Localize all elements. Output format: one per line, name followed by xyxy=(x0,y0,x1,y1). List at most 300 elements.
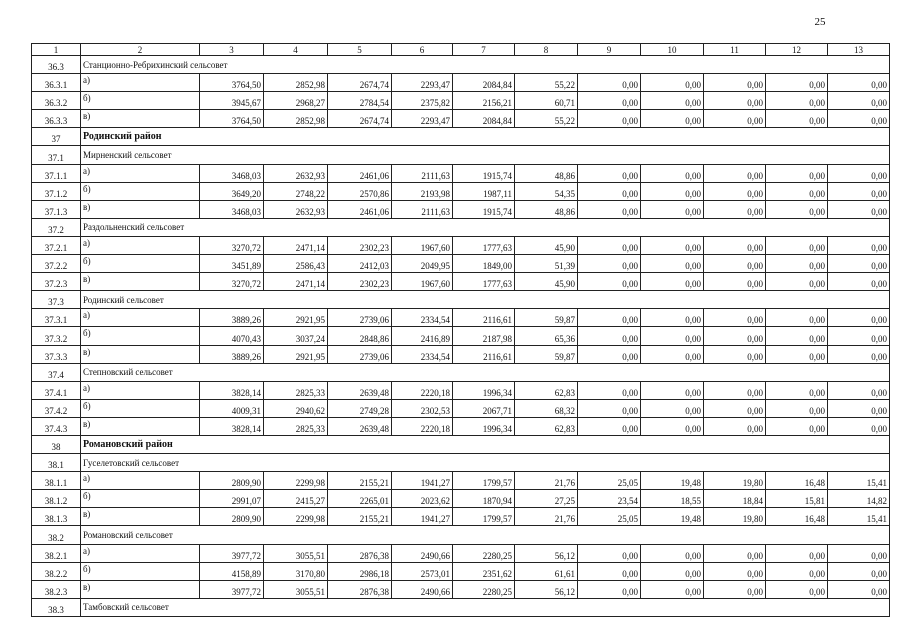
value-cell: 48,86 xyxy=(515,200,578,218)
table-row xyxy=(32,399,890,417)
value-cell: 2299,98 xyxy=(264,508,328,526)
value-cell: 0,00 xyxy=(641,345,704,363)
value-cell: 15,41 xyxy=(828,472,890,490)
row-variant: а) xyxy=(81,381,200,399)
value-cell: 0,00 xyxy=(766,164,828,182)
table-row xyxy=(32,92,890,110)
value-cell: 2986,18 xyxy=(328,562,392,580)
value-cell: 3977,72 xyxy=(200,580,264,598)
row-code: 38.2.1 xyxy=(32,544,81,562)
row-variant: в) xyxy=(81,417,200,435)
value-cell: 2632,93 xyxy=(264,164,328,182)
value-cell: 0,00 xyxy=(641,200,704,218)
value-cell: 0,00 xyxy=(704,236,766,254)
value-cell: 4158,89 xyxy=(200,562,264,580)
value-cell: 0,00 xyxy=(578,200,641,218)
value-cell: 21,76 xyxy=(515,508,578,526)
row-code: 38.1.1 xyxy=(32,472,81,490)
value-cell: 0,00 xyxy=(641,562,704,580)
value-cell: 0,00 xyxy=(704,562,766,580)
value-cell: 18,84 xyxy=(704,490,766,508)
page-number: 25 xyxy=(814,16,826,28)
value-cell: 2334,54 xyxy=(392,345,453,363)
table-row xyxy=(32,472,890,490)
value-cell: 3764,50 xyxy=(200,74,264,92)
value-cell: 2991,07 xyxy=(200,490,264,508)
row-code: 37.3.1 xyxy=(32,309,81,327)
district-row xyxy=(32,128,890,146)
value-cell: 2739,06 xyxy=(328,309,392,327)
value-cell: 1799,57 xyxy=(453,508,515,526)
section-name: Тамбовский сельсовет xyxy=(81,598,890,616)
value-cell: 2632,93 xyxy=(264,200,328,218)
row-variant: в) xyxy=(81,110,200,128)
value-cell: 2084,84 xyxy=(453,74,515,92)
value-cell: 2809,90 xyxy=(200,508,264,526)
value-cell: 2586,43 xyxy=(264,255,328,273)
value-cell: 0,00 xyxy=(828,562,890,580)
row-code: 37.4.3 xyxy=(32,417,81,435)
district-name: Романовский район xyxy=(81,435,890,453)
table-row xyxy=(32,490,890,508)
row-variant: а) xyxy=(81,544,200,562)
value-cell: 0,00 xyxy=(766,110,828,128)
value-cell: 23,54 xyxy=(578,490,641,508)
value-cell: 2049,95 xyxy=(392,255,453,273)
section-name: Родинский сельсовет xyxy=(81,291,890,309)
value-cell: 2461,06 xyxy=(328,200,392,218)
value-cell: 0,00 xyxy=(766,273,828,291)
value-cell: 2116,61 xyxy=(453,345,515,363)
value-cell: 0,00 xyxy=(704,381,766,399)
row-variant: в) xyxy=(81,273,200,291)
row-code: 37.2.3 xyxy=(32,273,81,291)
value-cell: 0,00 xyxy=(766,562,828,580)
value-cell: 2848,86 xyxy=(328,327,392,345)
value-cell: 0,00 xyxy=(641,74,704,92)
value-cell: 45,90 xyxy=(515,273,578,291)
value-cell: 3764,50 xyxy=(200,110,264,128)
district-row xyxy=(32,435,890,453)
value-cell: 0,00 xyxy=(641,92,704,110)
value-cell: 48,86 xyxy=(515,164,578,182)
value-cell: 2220,18 xyxy=(392,381,453,399)
value-cell: 2490,66 xyxy=(392,544,453,562)
value-cell: 0,00 xyxy=(578,110,641,128)
row-code: 37.1.3 xyxy=(32,200,81,218)
value-cell: 0,00 xyxy=(704,580,766,598)
value-cell: 2490,66 xyxy=(392,580,453,598)
value-cell: 2111,63 xyxy=(392,200,453,218)
section-row xyxy=(32,218,890,236)
value-cell: 2156,21 xyxy=(453,92,515,110)
value-cell: 15,41 xyxy=(828,508,890,526)
value-cell: 0,00 xyxy=(704,273,766,291)
row-code: 37.2.1 xyxy=(32,236,81,254)
section-row xyxy=(32,291,890,309)
value-cell: 59,87 xyxy=(515,345,578,363)
row-code: 38 xyxy=(32,435,81,453)
column-header: 11 xyxy=(704,44,766,56)
column-header: 4 xyxy=(264,44,328,56)
value-cell: 0,00 xyxy=(704,164,766,182)
table-row xyxy=(32,580,890,598)
column-header: 10 xyxy=(641,44,704,56)
row-code: 37.1.1 xyxy=(32,164,81,182)
value-cell: 3170,80 xyxy=(264,562,328,580)
value-cell: 0,00 xyxy=(578,273,641,291)
value-cell: 45,90 xyxy=(515,236,578,254)
row-code: 37.2.2 xyxy=(32,255,81,273)
value-cell: 0,00 xyxy=(766,200,828,218)
row-code: 38.2.3 xyxy=(32,580,81,598)
value-cell: 0,00 xyxy=(766,74,828,92)
value-cell: 2302,23 xyxy=(328,273,392,291)
table-row xyxy=(32,417,890,435)
row-code: 37.4 xyxy=(32,363,81,381)
row-code: 36.3.1 xyxy=(32,74,81,92)
row-code: 38.2 xyxy=(32,526,81,544)
value-cell: 0,00 xyxy=(641,255,704,273)
value-cell: 3945,67 xyxy=(200,92,264,110)
value-cell: 18,55 xyxy=(641,490,704,508)
row-code: 37.1.2 xyxy=(32,182,81,200)
value-cell: 2674,74 xyxy=(328,74,392,92)
value-cell: 0,00 xyxy=(828,327,890,345)
value-cell: 2809,90 xyxy=(200,472,264,490)
column-header: 1 xyxy=(32,44,81,56)
value-cell: 0,00 xyxy=(828,381,890,399)
table-row xyxy=(32,562,890,580)
row-code: 37.3.3 xyxy=(32,345,81,363)
value-cell: 15,81 xyxy=(766,490,828,508)
value-cell: 2187,98 xyxy=(453,327,515,345)
column-header: 13 xyxy=(828,44,890,56)
value-cell: 0,00 xyxy=(766,92,828,110)
value-cell: 19,80 xyxy=(704,508,766,526)
value-cell: 2116,61 xyxy=(453,309,515,327)
section-name: Раздольненский сельсовет xyxy=(81,218,890,236)
district-name: Родинский район xyxy=(81,128,890,146)
table-row xyxy=(32,236,890,254)
section-row xyxy=(32,363,890,381)
value-cell: 2220,18 xyxy=(392,417,453,435)
value-cell: 0,00 xyxy=(828,92,890,110)
value-cell: 2639,48 xyxy=(328,381,392,399)
value-cell: 0,00 xyxy=(766,345,828,363)
value-cell: 3055,51 xyxy=(264,544,328,562)
value-cell: 0,00 xyxy=(828,200,890,218)
value-cell: 0,00 xyxy=(766,399,828,417)
value-cell: 2415,27 xyxy=(264,490,328,508)
value-cell: 4009,31 xyxy=(200,399,264,417)
value-cell: 3649,20 xyxy=(200,182,264,200)
value-cell: 0,00 xyxy=(704,399,766,417)
row-variant: б) xyxy=(81,399,200,417)
value-cell: 2876,38 xyxy=(328,544,392,562)
value-cell: 0,00 xyxy=(828,110,890,128)
row-variant: б) xyxy=(81,182,200,200)
row-variant: б) xyxy=(81,327,200,345)
value-cell: 3055,51 xyxy=(264,580,328,598)
value-cell: 2749,28 xyxy=(328,399,392,417)
value-cell: 2412,03 xyxy=(328,255,392,273)
value-cell: 0,00 xyxy=(704,417,766,435)
row-variant: в) xyxy=(81,508,200,526)
header-row xyxy=(32,44,890,56)
row-code: 37 xyxy=(32,128,81,146)
value-cell: 2739,06 xyxy=(328,345,392,363)
row-variant: а) xyxy=(81,472,200,490)
table-row xyxy=(32,309,890,327)
value-cell: 0,00 xyxy=(578,182,641,200)
value-cell: 56,12 xyxy=(515,544,578,562)
value-cell: 0,00 xyxy=(641,580,704,598)
value-cell: 65,36 xyxy=(515,327,578,345)
value-cell: 0,00 xyxy=(641,399,704,417)
value-cell: 0,00 xyxy=(578,164,641,182)
value-cell: 2825,33 xyxy=(264,417,328,435)
value-cell: 2876,38 xyxy=(328,580,392,598)
value-cell: 2825,33 xyxy=(264,381,328,399)
row-variant: в) xyxy=(81,345,200,363)
value-cell: 0,00 xyxy=(828,273,890,291)
value-cell: 2351,62 xyxy=(453,562,515,580)
value-cell: 0,00 xyxy=(828,309,890,327)
table-row xyxy=(32,200,890,218)
row-code: 37.3 xyxy=(32,291,81,309)
value-cell: 0,00 xyxy=(641,327,704,345)
value-cell: 0,00 xyxy=(578,399,641,417)
value-cell: 61,61 xyxy=(515,562,578,580)
value-cell: 0,00 xyxy=(828,417,890,435)
value-cell: 0,00 xyxy=(641,182,704,200)
value-cell: 25,05 xyxy=(578,508,641,526)
value-cell: 27,25 xyxy=(515,490,578,508)
value-cell: 3828,14 xyxy=(200,381,264,399)
value-cell: 0,00 xyxy=(828,255,890,273)
value-cell: 51,39 xyxy=(515,255,578,273)
value-cell: 2155,21 xyxy=(328,508,392,526)
row-code: 36.3 xyxy=(32,56,81,74)
value-cell: 3468,03 xyxy=(200,164,264,182)
row-variant: в) xyxy=(81,580,200,598)
row-variant: в) xyxy=(81,200,200,218)
value-cell: 16,48 xyxy=(766,472,828,490)
value-cell: 68,32 xyxy=(515,399,578,417)
table-body xyxy=(32,44,890,617)
value-cell: 0,00 xyxy=(766,381,828,399)
column-header: 9 xyxy=(578,44,641,56)
value-cell: 1987,11 xyxy=(453,182,515,200)
column-header: 8 xyxy=(515,44,578,56)
value-cell: 0,00 xyxy=(641,381,704,399)
table-row xyxy=(32,74,890,92)
value-cell: 0,00 xyxy=(578,381,641,399)
value-cell: 0,00 xyxy=(578,255,641,273)
value-cell: 3270,72 xyxy=(200,273,264,291)
row-code: 38.3 xyxy=(32,598,81,616)
value-cell: 2921,95 xyxy=(264,309,328,327)
table-row xyxy=(32,273,890,291)
value-cell: 1996,34 xyxy=(453,417,515,435)
value-cell: 2067,71 xyxy=(453,399,515,417)
value-cell: 1799,57 xyxy=(453,472,515,490)
table-row xyxy=(32,255,890,273)
value-cell: 0,00 xyxy=(704,182,766,200)
row-variant: б) xyxy=(81,562,200,580)
value-cell: 2299,98 xyxy=(264,472,328,490)
value-cell: 2940,62 xyxy=(264,399,328,417)
value-cell: 0,00 xyxy=(578,580,641,598)
table-row xyxy=(32,164,890,182)
value-cell: 0,00 xyxy=(578,345,641,363)
row-variant: а) xyxy=(81,74,200,92)
row-code: 38.1.3 xyxy=(32,508,81,526)
value-cell: 2573,01 xyxy=(392,562,453,580)
row-variant: а) xyxy=(81,236,200,254)
value-cell: 0,00 xyxy=(578,92,641,110)
value-cell: 0,00 xyxy=(828,399,890,417)
value-cell: 2375,82 xyxy=(392,92,453,110)
value-cell: 2416,89 xyxy=(392,327,453,345)
value-cell: 1967,60 xyxy=(392,273,453,291)
table-row xyxy=(32,381,890,399)
row-variant: а) xyxy=(81,309,200,327)
value-cell: 0,00 xyxy=(704,255,766,273)
value-cell: 1941,27 xyxy=(392,508,453,526)
row-code: 37.4.2 xyxy=(32,399,81,417)
value-cell: 2852,98 xyxy=(264,74,328,92)
row-code: 37.3.2 xyxy=(32,327,81,345)
column-header: 12 xyxy=(766,44,828,56)
value-cell: 2111,63 xyxy=(392,164,453,182)
value-cell: 0,00 xyxy=(766,544,828,562)
value-cell: 2280,25 xyxy=(453,544,515,562)
value-cell: 0,00 xyxy=(704,110,766,128)
value-cell: 3889,26 xyxy=(200,345,264,363)
value-cell: 0,00 xyxy=(828,164,890,182)
value-cell: 2852,98 xyxy=(264,110,328,128)
value-cell: 0,00 xyxy=(766,327,828,345)
column-header: 7 xyxy=(453,44,515,56)
value-cell: 3451,89 xyxy=(200,255,264,273)
value-cell: 0,00 xyxy=(704,544,766,562)
value-cell: 0,00 xyxy=(641,417,704,435)
value-cell: 19,48 xyxy=(641,508,704,526)
section-row xyxy=(32,56,890,74)
row-code: 38.1.2 xyxy=(32,490,81,508)
value-cell: 2471,14 xyxy=(264,236,328,254)
value-cell: 0,00 xyxy=(766,255,828,273)
value-cell: 62,83 xyxy=(515,417,578,435)
value-cell: 2293,47 xyxy=(392,74,453,92)
value-cell: 62,83 xyxy=(515,381,578,399)
value-cell: 0,00 xyxy=(766,580,828,598)
value-cell: 0,00 xyxy=(828,74,890,92)
table-row xyxy=(32,110,890,128)
value-cell: 1870,94 xyxy=(453,490,515,508)
value-cell: 2748,22 xyxy=(264,182,328,200)
value-cell: 2293,47 xyxy=(392,110,453,128)
value-cell: 2280,25 xyxy=(453,580,515,598)
table-row xyxy=(32,345,890,363)
value-cell: 2784,54 xyxy=(328,92,392,110)
value-cell: 0,00 xyxy=(641,273,704,291)
value-cell: 1996,34 xyxy=(453,381,515,399)
value-cell: 2265,01 xyxy=(328,490,392,508)
section-name: Мирненский сельсовет xyxy=(81,146,890,164)
value-cell: 1777,63 xyxy=(453,273,515,291)
value-cell: 0,00 xyxy=(641,110,704,128)
value-cell: 0,00 xyxy=(578,544,641,562)
value-cell: 1941,27 xyxy=(392,472,453,490)
value-cell: 2084,84 xyxy=(453,110,515,128)
column-header: 3 xyxy=(200,44,264,56)
value-cell: 0,00 xyxy=(704,200,766,218)
row-variant: б) xyxy=(81,490,200,508)
value-cell: 0,00 xyxy=(766,417,828,435)
value-cell: 59,87 xyxy=(515,309,578,327)
column-header: 2 xyxy=(81,44,200,56)
row-code: 36.3.2 xyxy=(32,92,81,110)
value-cell: 2674,74 xyxy=(328,110,392,128)
value-cell: 2968,27 xyxy=(264,92,328,110)
row-code: 38.2.2 xyxy=(32,562,81,580)
value-cell: 1915,74 xyxy=(453,200,515,218)
section-row xyxy=(32,454,890,472)
row-code: 38.1 xyxy=(32,454,81,472)
value-cell: 0,00 xyxy=(578,236,641,254)
tariff-table xyxy=(31,43,890,617)
value-cell: 2302,23 xyxy=(328,236,392,254)
value-cell: 0,00 xyxy=(704,309,766,327)
value-cell: 0,00 xyxy=(766,182,828,200)
section-name: Станционно-Ребрихинский сельсовет xyxy=(81,56,890,74)
value-cell: 2471,14 xyxy=(264,273,328,291)
value-cell: 2334,54 xyxy=(392,309,453,327)
value-cell: 0,00 xyxy=(766,309,828,327)
value-cell: 2639,48 xyxy=(328,417,392,435)
value-cell: 2461,06 xyxy=(328,164,392,182)
row-code: 36.3.3 xyxy=(32,110,81,128)
row-variant: б) xyxy=(81,255,200,273)
value-cell: 1777,63 xyxy=(453,236,515,254)
row-code: 37.1 xyxy=(32,146,81,164)
value-cell: 0,00 xyxy=(578,309,641,327)
section-name: Гуселетовский сельсовет xyxy=(81,454,890,472)
value-cell: 0,00 xyxy=(828,580,890,598)
value-cell: 0,00 xyxy=(578,562,641,580)
value-cell: 19,48 xyxy=(641,472,704,490)
value-cell: 0,00 xyxy=(578,74,641,92)
value-cell: 0,00 xyxy=(828,236,890,254)
value-cell: 0,00 xyxy=(641,309,704,327)
value-cell: 2302,53 xyxy=(392,399,453,417)
row-code: 37.4.1 xyxy=(32,381,81,399)
table-row xyxy=(32,544,890,562)
value-cell: 0,00 xyxy=(578,417,641,435)
value-cell: 0,00 xyxy=(578,327,641,345)
section-name: Степновский сельсовет xyxy=(81,363,890,381)
column-header: 6 xyxy=(392,44,453,56)
value-cell: 0,00 xyxy=(766,236,828,254)
value-cell: 0,00 xyxy=(828,544,890,562)
value-cell: 3977,72 xyxy=(200,544,264,562)
value-cell: 60,71 xyxy=(515,92,578,110)
value-cell: 2155,21 xyxy=(328,472,392,490)
section-row xyxy=(32,598,890,616)
